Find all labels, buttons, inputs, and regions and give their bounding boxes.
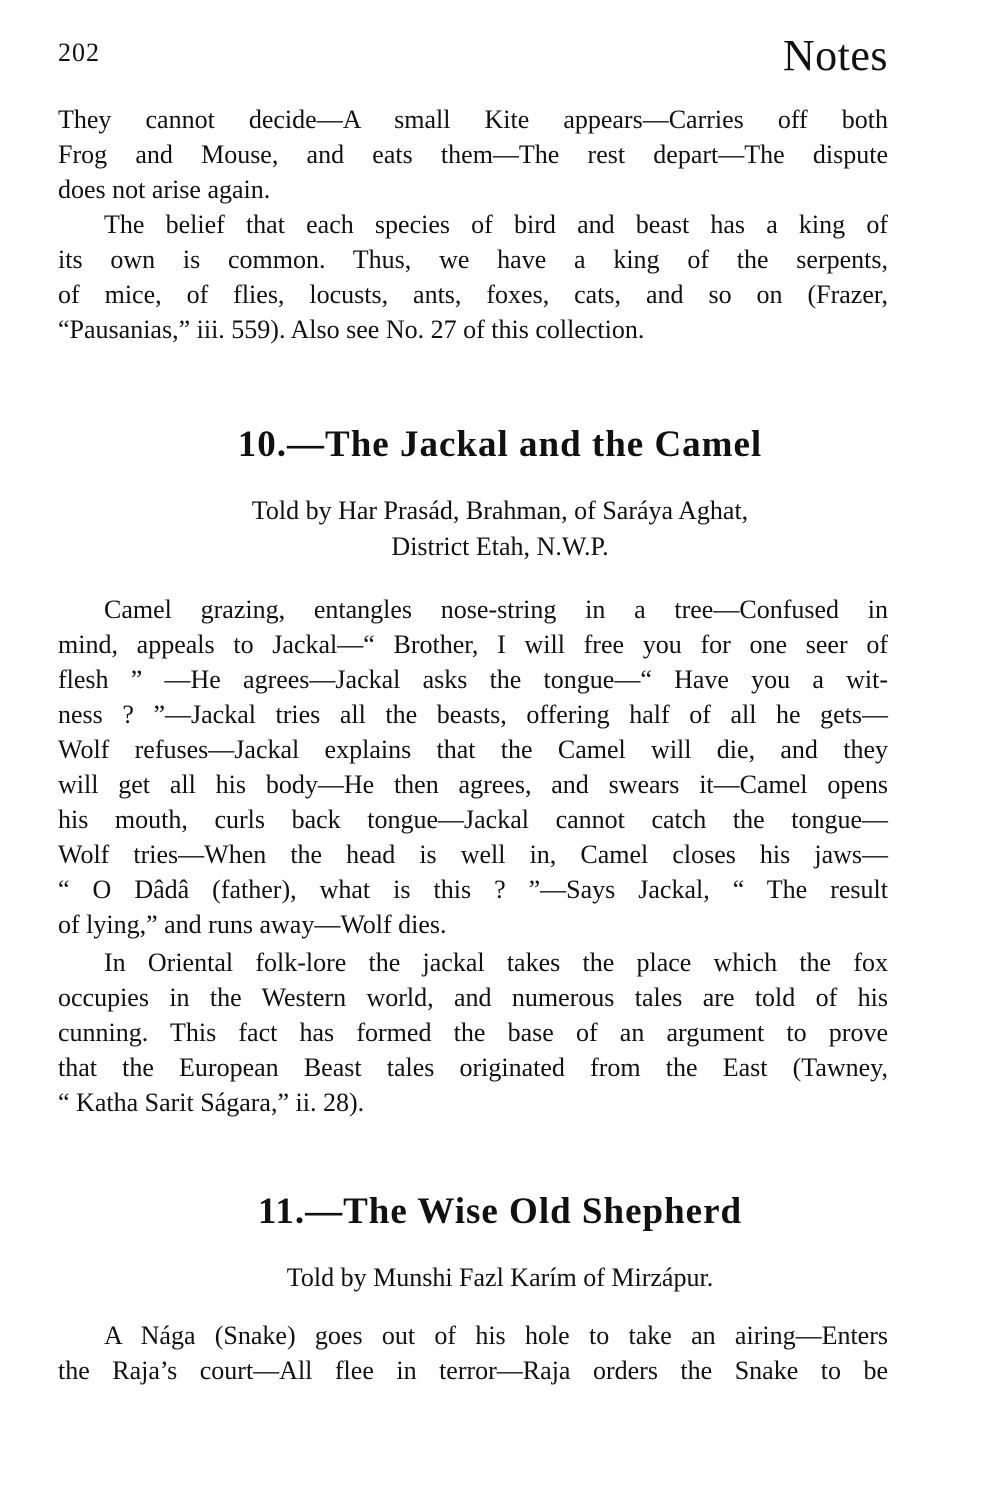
text-line: The belief that each species of bird and beast has a king of	[104, 210, 888, 239]
text-line: mind, appeals to Jackal—“ Brother, I will free you for one seer of	[58, 630, 888, 659]
text-line: its own is common. Thus, we have a king of the serpents,	[58, 245, 888, 274]
byline-line: District Etah, N.W.P.	[391, 532, 609, 561]
text-line: of mice, of flies, locusts, ants, foxes, cats, and so on (Frazer,	[58, 280, 888, 309]
text-line: ness ? ”—Jackal tries all the beasts, offering half of all he gets—	[58, 700, 888, 729]
tale-11-byline: Told by Munshi Fazl Karím of Mirzápur.	[286, 1263, 714, 1292]
text-line: will get all his body—He then agrees, and swears it—Camel opens	[58, 770, 888, 799]
text-line: Wolf tries—When the head is well in, Camel closes his jaws—	[58, 840, 888, 869]
text-line: does not arise again.	[58, 175, 271, 204]
byline-line: Told by Har Prasád, Brahman, of Saráya Aghat,	[251, 496, 749, 525]
tale-10-byline	[0, 493, 1000, 565]
text-line: They cannot decide—A small Kite appears—Carries off both	[58, 105, 888, 134]
text-line: “ O Dâdâ (father), what is this ? ”—Says Jackal, “ The result	[58, 875, 888, 904]
text-line: “Pausanias,” iii. 559). Also see No. 27 of this collection.	[58, 315, 645, 344]
tale-10-heading: 10.—The Jackal and the Camel	[237, 424, 763, 465]
text-line: flesh ” —He agrees—Jackal asks the tongue—“ Have you a wit-	[58, 665, 888, 694]
tale-11-heading: 11.—The Wise Old Shepherd	[257, 1191, 743, 1232]
text-line: “ Katha Sarit Ságara,” ii. 28).	[58, 1088, 365, 1117]
tale-10-note	[58, 945, 888, 1120]
text-line: his mouth, curls back tongue—Jackal cannot catch the tongue—	[58, 805, 888, 834]
tale-10-summary	[58, 592, 888, 942]
intro-summary	[58, 102, 888, 207]
text-line: In Oriental folk-lore the jackal takes the place which the fox	[104, 948, 888, 977]
text-line: of lying,” and runs away—Wolf dies.	[58, 910, 447, 939]
text-line: cunning. This fact has formed the base of an argument to prove	[58, 1018, 888, 1047]
text-line: that the European Beast tales originated from the East (Tawney,	[58, 1053, 888, 1082]
text-line: Camel grazing, entangles nose-string in a tree—Confused in	[104, 595, 888, 624]
text-line: occupies in the Western world, and numerous tales are told of his	[58, 983, 888, 1012]
intro-note	[58, 207, 888, 347]
text-line: A Nága (Snake) goes out of his hole to take an airing—Enters	[104, 1321, 888, 1350]
text-line: Frog and Mouse, and eats them—The rest depart—The dispute	[58, 140, 888, 169]
running-title: Notes	[782, 31, 888, 80]
tale-11-summary	[58, 1318, 888, 1388]
text-line: the Raja’s court—All flee in terror—Raja orders the Snake to be	[58, 1356, 888, 1385]
page-number: 202	[58, 38, 100, 67]
text-line: Wolf refuses—Jackal explains that the Camel will die, and they	[58, 735, 888, 764]
